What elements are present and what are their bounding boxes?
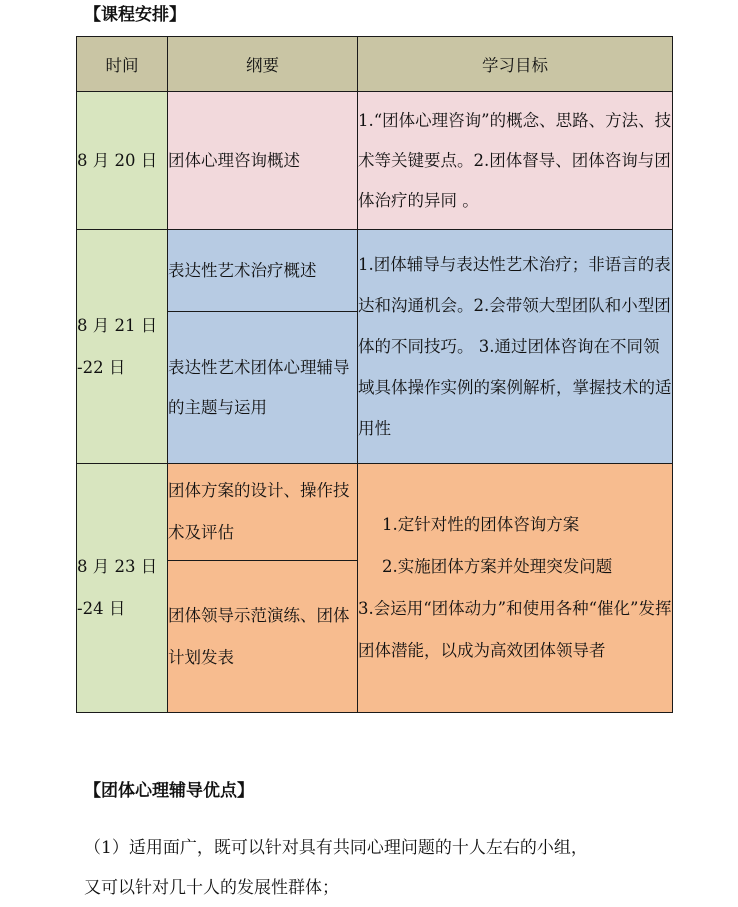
header-time: 时间	[77, 37, 168, 92]
goal-cell	[358, 464, 673, 713]
goal-item: 3.会运用“团体动力”和使用各种“催化”发挥团体潜能，以成为高效团体领导者	[358, 599, 672, 660]
outline-cell: 表达性艺术治疗概述	[168, 230, 358, 312]
advantage-paragraph-line: （1）适用面广，既可以针对具有共同心理问题的十人左右的小组，	[84, 838, 588, 858]
date-cell: 8 月 20 日	[77, 92, 168, 230]
goal-item: 2.实施团体方案并处理突发问题	[382, 557, 613, 576]
outline-cell: 团体心理咨询概述	[168, 92, 358, 230]
header-goal: 学习目标	[358, 37, 673, 92]
table-row	[77, 230, 673, 312]
goal-item: 1.定针对性的团体咨询方案	[382, 515, 580, 534]
goal-cell: 1.团体辅导与表达性艺术治疗；非语言的表达和沟通机会。2.会带领大型团队和小型团体的不同技巧。 3.通过团体咨询在不同领域具体操作实例的案例解析，掌握技术的适用性	[358, 230, 673, 464]
date-cell: 8 月 21 日 -22 日	[77, 230, 168, 464]
header-outline: 纲要	[168, 37, 358, 92]
date-cell: 8 月 23 日 -24 日	[77, 464, 168, 713]
advantages-section-title: 【团体心理辅导优点】	[84, 781, 254, 801]
outline-cell: 团体方案的设计、操作技术及评估	[168, 464, 358, 561]
outline-cell: 团体领导示范演练、团体计划发表	[168, 561, 358, 713]
schedule-section-title: 【课程安排】	[84, 5, 186, 25]
table-header-row	[77, 37, 673, 92]
table-row	[77, 92, 673, 230]
table-row	[77, 464, 673, 561]
outline-cell: 表达性艺术团体心理辅导的主题与运用	[168, 312, 358, 464]
advantage-paragraph-line: 又可以针对几十人的发展性群体；	[84, 878, 339, 898]
schedule-table	[76, 36, 673, 713]
goal-cell: 1.“团体心理咨询”的概念、思路、方法、技术等关键要点。2.团体督导、团体咨询与团体治疗的异同 。	[358, 92, 673, 230]
